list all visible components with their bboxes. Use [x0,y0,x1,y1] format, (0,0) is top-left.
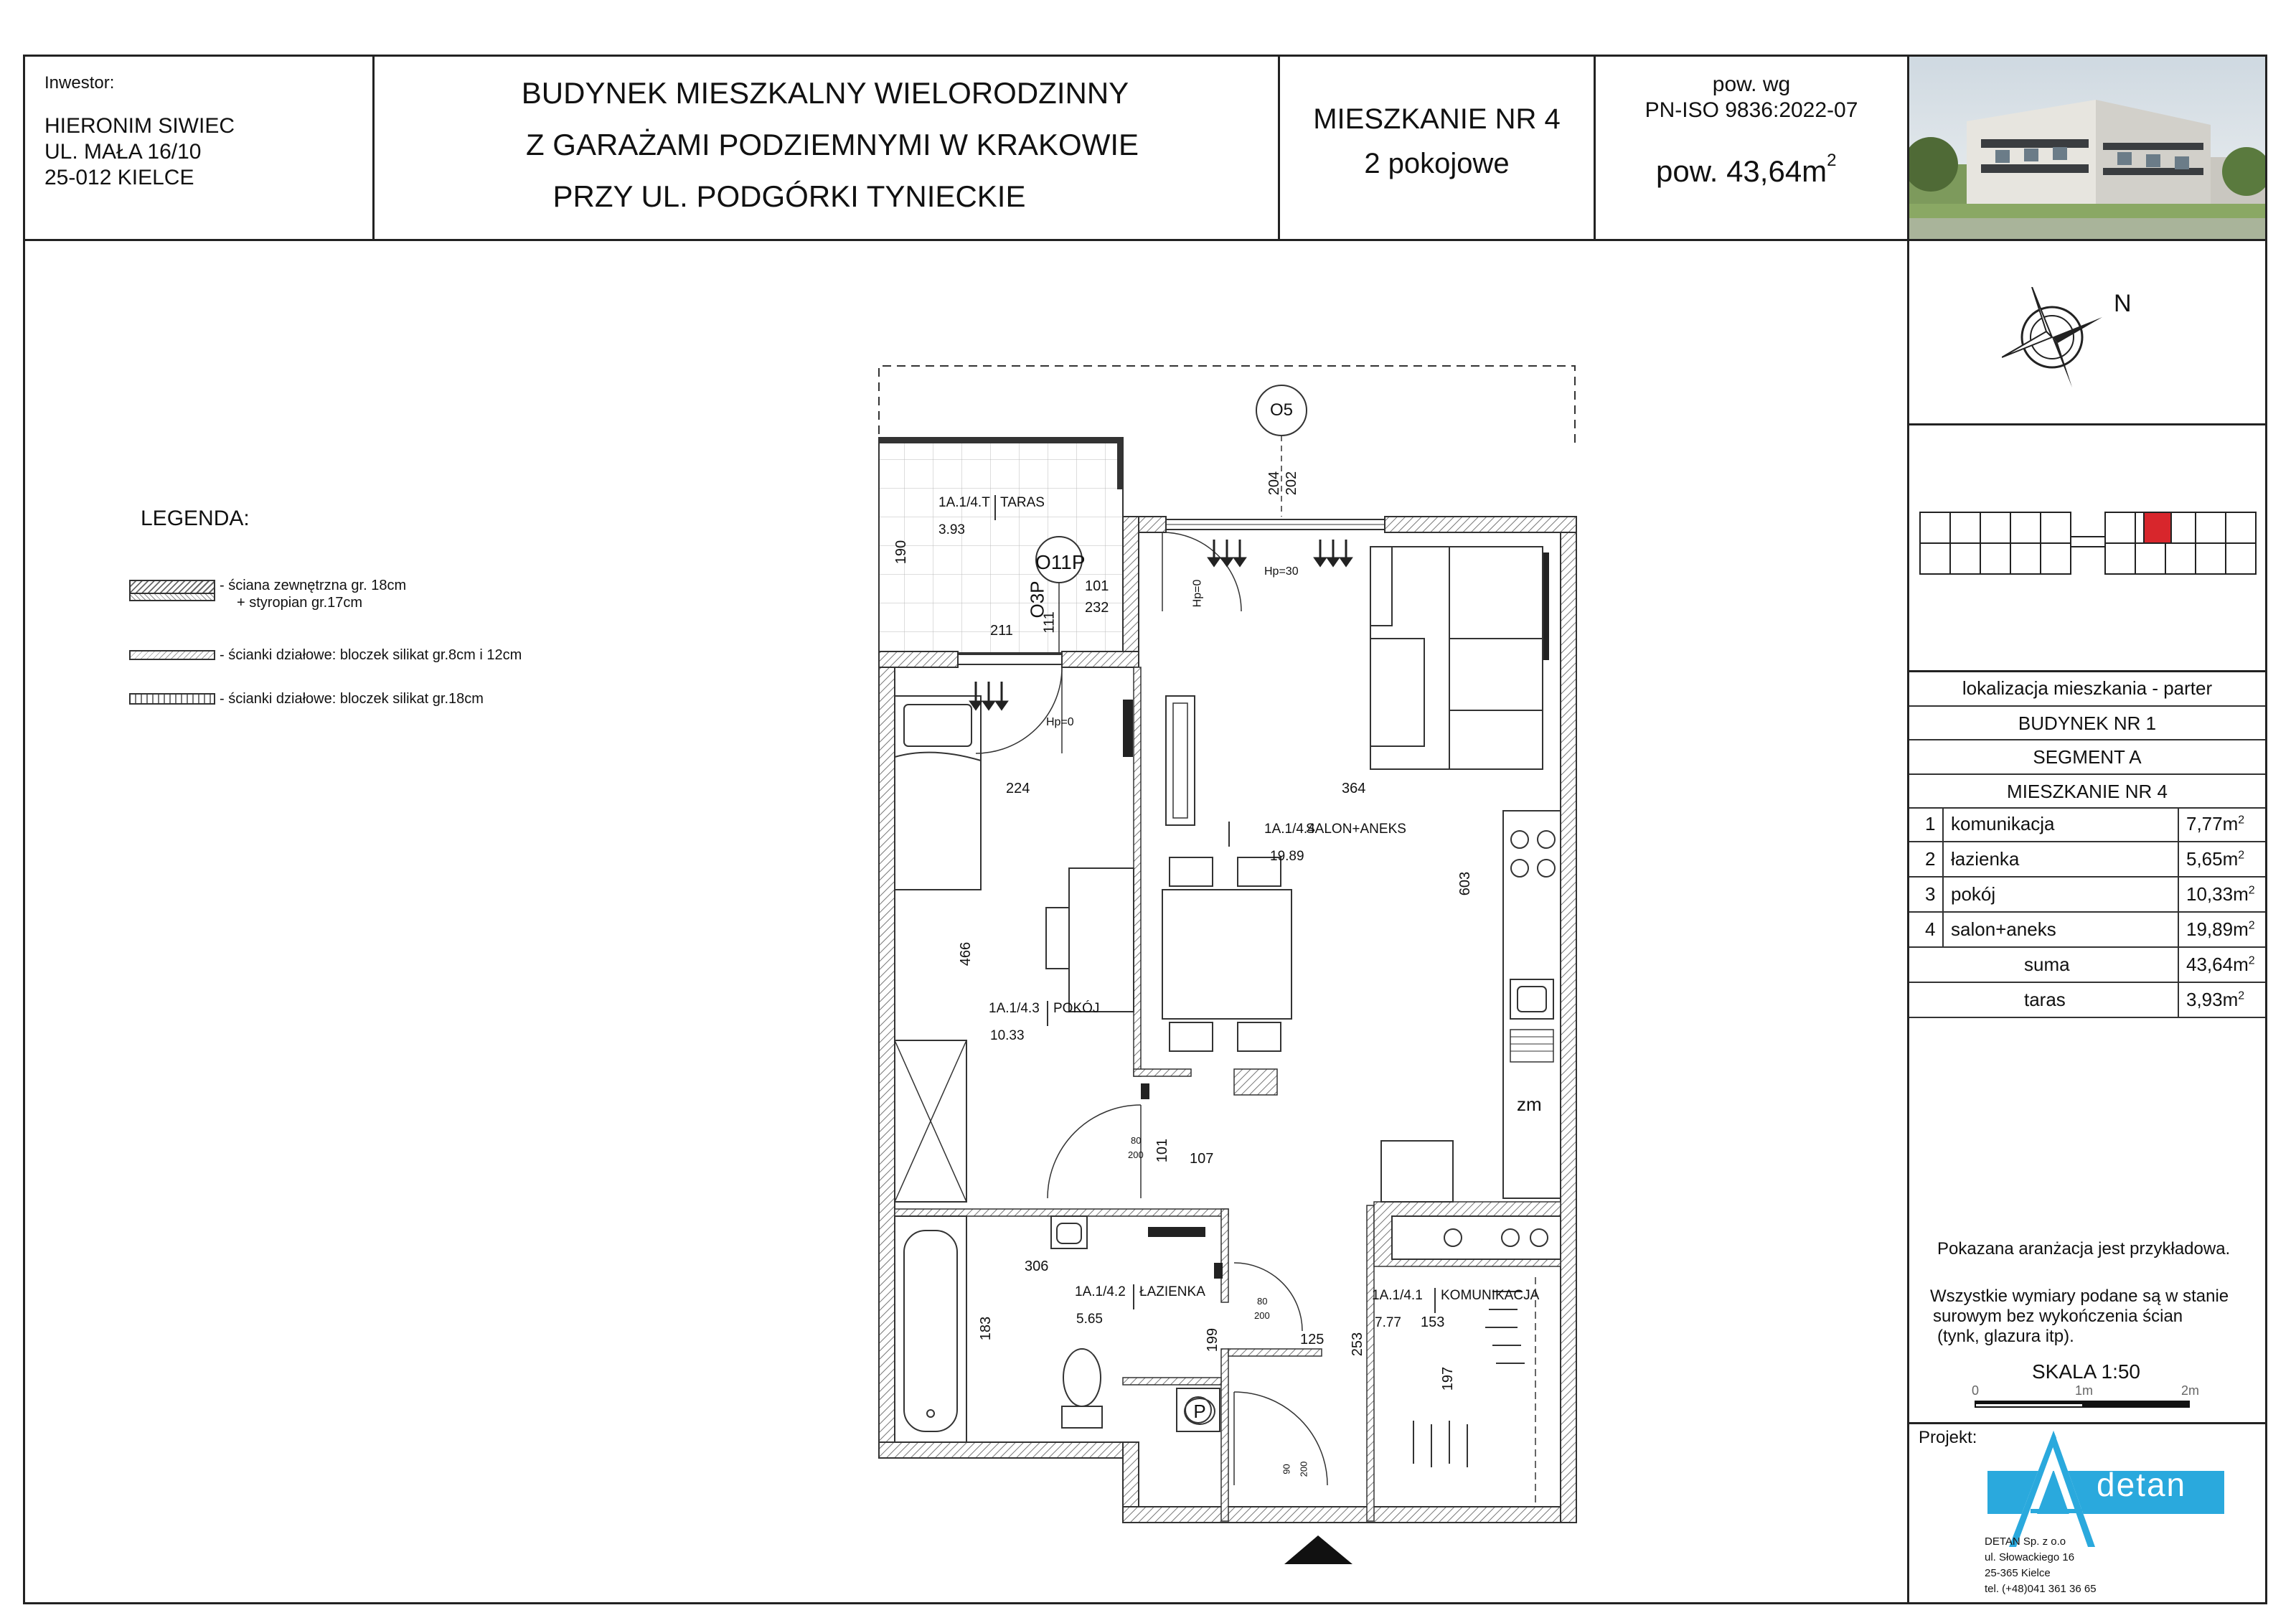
room-area-salon: 19.89 [1270,849,1304,864]
dim-90: 90 [1281,1464,1292,1474]
key-plan-bottom-line [1909,670,2265,672]
dim-204: 204 [1266,471,1283,496]
row-line [1909,773,2265,775]
room-area-pokoj: 10.33 [990,1028,1025,1043]
area-value: pow. $43,64m^2$ [1656,151,1837,188]
total-name: suma [2024,954,2070,975]
room-code-lazienka: 1A.1/4.2 [1075,1284,1126,1299]
compass-north-label: N [2114,290,2132,317]
table-row [1909,878,2265,913]
project-title-line-3: PRZY UL. PODGÓRKI TYNIECKIE [552,179,1026,213]
room-code-taras: 1A.1/4.T [938,495,990,510]
legend-item-1-line-2: + styropian gr.17cm [237,595,363,611]
row-line [1909,705,2265,707]
room-area-komunikacja: 7.77 [1375,1315,1401,1330]
cell-line [2178,807,2179,841]
dim-202: 202 [1284,471,1300,496]
legend-swatch-exterior-wall [129,580,215,594]
legend-title: LEGENDA: [141,507,250,530]
floor-plan [847,344,1607,1579]
location-segment: SEGMENT A [2033,746,2142,768]
dim-224: 224 [1006,781,1030,796]
company-line-3: 25-365 Kielce [1985,1567,2051,1579]
detan-logo-text: detan [2097,1466,2187,1503]
dim-306: 306 [1025,1259,1049,1274]
dimensions-note-line-3: (tynk, glazura itp). [1937,1327,2074,1346]
cell-line [2178,983,2179,1017]
investor-line-1: HIERONIM SIWIEC [44,114,235,138]
dim-101: 101 [1085,578,1109,594]
dim-200-door: 200 [1298,1461,1309,1477]
table-row [1909,807,2265,842]
location-building: BUDYNEK NR 1 [2018,712,2157,734]
scale-tick-1: 1m [2075,1383,2094,1398]
room-name: komunikacja [1951,813,2055,834]
scale-tick-0: 0 [1972,1383,1980,1398]
cell-line [2178,842,2179,876]
room-name: pokój [1951,883,1996,905]
cell-line [1942,807,1944,841]
total-area: $43,64m^2$ [2186,954,2255,975]
legend-item-2: - ścianki działowe: bloczek silikat gr.8cm i 12cm [220,647,522,663]
project-top-line [1909,1422,2265,1424]
area-label-2: PN-ISO 9836:2022-07 [1645,98,1858,122]
legend-item-1-line-1: - ściana zewnętrzna gr. 18cm [220,578,407,593]
room-area-taras: 3.93 [938,522,965,537]
terrace-area: $3,93m^2$ [2186,989,2245,1010]
tag-hp0-b: Hp=0 [1046,716,1074,728]
location-apartment: MIESZKANIE NR 4 [2007,781,2168,802]
cell-line [1942,842,1944,876]
cell-line [2178,878,2179,911]
legend-swatch-partition-thin [129,650,215,660]
row-line [1909,739,2265,740]
dim-111: 111 [1041,611,1058,634]
room-name: salon+aneks [1951,918,2056,940]
investor-line-3: 25-012 KIELCE [44,166,194,189]
header-divider-1 [372,55,375,240]
location-caption: lokalizacja mieszkania - parter [1962,677,2213,699]
company-line-4: tel. (+48)041 361 36 65 [1985,1583,2097,1595]
apartment-type: 2 pokojowe [1364,148,1510,179]
company-line-1: DETAN Sp. z o.o [1985,1535,2066,1548]
room-name-lazienka: ŁAZIENKA [1139,1284,1205,1299]
scale-label: SKALA 1:50 [2032,1360,2141,1383]
table-row [1909,948,2265,983]
tag-o3p: O3P [1026,580,1048,618]
project-title-line-2: Z GARAŻAMI PODZIEMNYMI W KRAKOWIE [525,128,1139,161]
key-plan [1916,502,2260,581]
room-number: 1 [1925,813,1936,834]
dim-200-a: 200 [1128,1149,1144,1160]
scale-bar [1975,1401,2190,1408]
room-area: $7,77m^2$ [2186,813,2245,834]
header-bottom-line [23,239,2267,241]
dimensions-note-line-1: Wszystkie wymiary podane są w stanie [1930,1286,2229,1306]
room-number: 3 [1925,883,1936,905]
table-row [1909,842,2265,878]
investor-label: Inwestor: [44,73,115,93]
room-number: 2 [1925,848,1936,870]
dim-125: 125 [1300,1332,1325,1347]
project-label: Projekt: [1919,1428,1977,1447]
legend-swatch-insulation [129,593,215,601]
dim-466: 466 [958,941,974,966]
dim-197: 197 [1440,1366,1457,1391]
room-area: $10,33m^2$ [2186,883,2255,905]
room-number: 4 [1925,918,1936,940]
terrace-name: taras [2024,989,2066,1010]
dim-80-a: 80 [1131,1135,1142,1146]
tag-hp0-a: Hp=0 [1191,579,1204,608]
cell-line [2178,948,2179,982]
room-area: $19,89m^2$ [2186,918,2255,940]
cell-line [2178,913,2179,946]
tag-o11p: O11P [1035,551,1086,573]
scale-tick-2: 2m [2181,1383,2200,1398]
room-name-taras: TARAS [1000,495,1045,510]
company-line-2: ul. Słowackiego 16 [1985,1551,2075,1563]
room-name-salon: SALON+ANEKS [1306,822,1406,837]
room-name-pokoj: POKÓJ [1053,1001,1100,1016]
legend-swatch-partition-thick [129,693,215,705]
cell-line [1942,913,1944,946]
legend-item-3: - ścianki działowe: bloczek silikat gr.18cm [220,691,484,707]
tag-hp30: Hp=30 [1264,565,1299,578]
room-code-pokoj: 1A.1/4.3 [989,1001,1040,1016]
building-render-image [1909,57,2265,239]
cell-line [1942,878,1944,911]
area-label-1: pow. wg [1712,72,1791,96]
rooms-table [1909,807,2265,1018]
dim-153: 153 [1421,1314,1445,1330]
arrangement-note: Pokazana aranżacja jest przykładowa. [1937,1239,2231,1259]
compass-bottom-line [1909,423,2265,425]
dim-107: 107 [1190,1151,1214,1167]
apartment-name: MIESZKANIE NR 4 [1313,103,1561,135]
dim-190: 190 [893,540,910,565]
compass-rose-icon [2002,287,2102,387]
table-row [1909,913,2265,948]
room-name: łazienka [1951,848,2020,870]
dim-183: 183 [978,1316,994,1341]
room-code-komunikacja: 1A.1/4.1 [1372,1288,1423,1303]
room-name-komunikacja: KOMUNIKACJA [1441,1288,1540,1303]
investor-line-2: UL. MAŁA 16/10 [44,140,202,164]
dim-199: 199 [1205,1327,1221,1352]
dim-80-b: 80 [1257,1296,1268,1307]
dim-603: 603 [1457,871,1474,896]
tag-p: P [1184,1398,1215,1425]
room-code-salon: 1A.1/4.4 [1264,822,1315,837]
dim-232: 232 [1085,600,1109,616]
room-area: $5,65m^2$ [2186,848,2245,870]
dim-364: 364 [1342,781,1366,796]
tag-o5: O5 [1269,400,1293,420]
dim-200-b: 200 [1254,1310,1270,1321]
dimensions-note-line-2: surowym bez wykończenia ścian [1933,1307,2183,1326]
table-row [1909,983,2265,1018]
project-title-line-1: BUDYNEK MIESZKALNY WIELORODZINNY [521,76,1129,110]
dim-253: 253 [1350,1332,1366,1357]
dim-211: 211 [990,623,1013,639]
room-area-lazienka: 5.65 [1076,1312,1103,1327]
tag-zm: zm [1517,1093,1542,1115]
dim-101-b: 101 [1154,1138,1171,1163]
